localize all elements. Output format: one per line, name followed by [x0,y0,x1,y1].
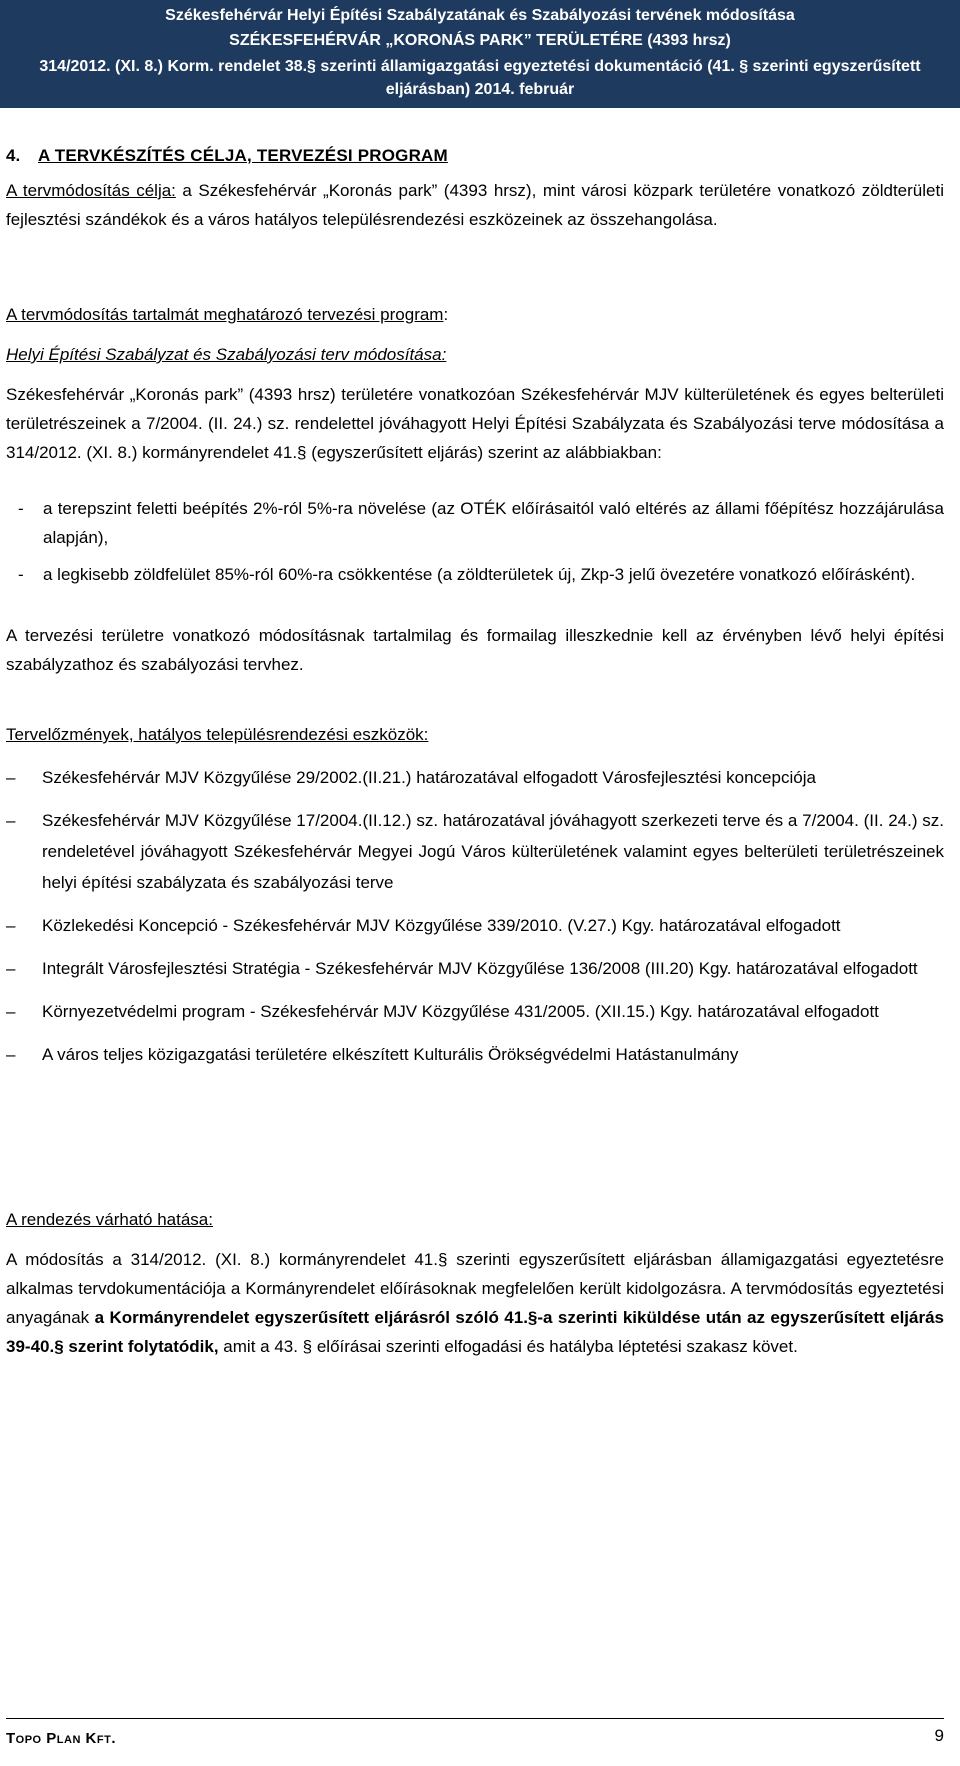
list-item-text: a terepszint feletti beépítés 2%-ról 5%-ra növelése (az OTÉK előírásaitól való eltérés az állami főépítész hozzájárulása alapján), [43,499,944,547]
list-item-text: Környezetvédelmi program - Székesfehérvár MJV Közgyűlése 431/2005. (XII.15.) Kgy. határozatával elfogadott [42,1002,879,1021]
section-number: 4. [6,146,21,165]
list-item [6,560,944,589]
list-item [6,953,944,984]
header-line-2: SZÉKESFEHÉRVÁR „KORONÁS PARK” TERÜLETÉRE (4393 hrsz) [229,32,731,49]
impact-title [6,1205,944,1234]
program-intro-text: Székesfehérvár „Koronás park” (4393 hrsz) területére vonatkozóan Székesfehérvár MJV külterületének és egyes belterületi területrészeinek a 7/2004. (II. 24.) sz. rendelettel jóváhagyott Helyi Építési Szabályzata és Szabályozási terve módosítása a 314/2012. (XI. 8.) kormányrendelet 41.§ (egyszerűsített eljárás) szerint az alábbiakban: [6,385,944,462]
program-intro [6,380,944,467]
program-subtitle-text: Helyi Építési Szabályzat és Szabályozási terv módosítása: [6,345,447,364]
list-dash: – [6,1045,16,1064]
impact-text-bold: a Kormányrendelet egyszerűsített eljárásról szóló 41.§-a szerinti kiküldése után az egyszerűsített eljárás 39-40.§ szerint folytatódik, [6,1308,944,1356]
list-item-text: A város teljes közigazgatási területére elkészített Kulturális Örökségvédelmi Hatástanulmány [42,1045,739,1064]
list-item-text: Integrált Városfejlesztési Stratégia - Székesfehérvár MJV Közgyűlése 136/2008 (III.20) Kgy. határozatával elfogadott [42,959,918,978]
page-number: 9 [934,1726,944,1745]
goal-label: A tervmódosítás célja: [6,181,176,200]
footer-rule [6,1718,944,1719]
list-dash: - [18,499,24,518]
footer-company: Topo Plan Kft. [6,1730,116,1747]
list-item-text: Székesfehérvár MJV Közgyűlése 29/2002.(II.21.) határozatával elfogadott Városfejlesztési koncepciója [42,768,816,787]
list-item-text: a legkisebb zöldfelület 85%-ról 60%-ra csökkentése (a zöldterületek új, Zkp-3 jelű övezetére vonatkozó előírásként). [43,565,916,584]
page-header [0,0,960,108]
impact-text-2: amit a 43. § előírásai szerinti elfogadási és hatályba léptetési szakasz követ. [218,1337,798,1356]
list-dash: – [6,916,16,935]
list-item-text: Székesfehérvár MJV Közgyűlése 17/2004.(II.12.) sz. határozatával jóváhagyott szerkezeti terve és a 7/2004. (II. 24.) sz. rendeletével jóváhagyott Székesfehérvár Megyei Jogú Város külterületének valamint egyes belterületi területrészeinek helyi építési szabályzata és szabályozási terve [42,811,944,892]
list-item [6,910,944,941]
antecedents-list [6,762,944,1082]
header-line-3: 314/2012. (XI. 8.) Korm. rendelet 38.§ szerinti államigazgatási egyeztetési dokumentáció (41. § szerinti egyszerűsített [39,58,921,75]
list-dash: – [6,768,16,787]
program-label [6,300,944,329]
impact-paragraph [6,1245,944,1361]
goal-paragraph [6,176,944,234]
list-item [6,805,944,898]
header-line-1: Székesfehérvár Helyi Építési Szabályzatának és Szabályozási tervének módosítása [165,7,795,24]
program-items [6,494,944,589]
impact-title-text: A rendezés várható hatása: [6,1210,213,1229]
program-closing [6,621,944,679]
list-dash: - [18,565,24,584]
impact-text-1: A módosítás a 314/2012. (XI. 8.) kormányrendelet 41.§ szerinti egyszerűsített eljárásban államigazgatási egyeztetésre alkalmas tervdokumentációja a Kormányrendelet előírásoknak megfelelően került kidolgozásra. A tervmódosítás egyeztetési anyagának [6,1250,944,1327]
section-title: A TERVKÉSZÍTÉS CÉLJA, TERVEZÉSI PROGRAM [38,146,448,165]
program-label-colon: : [443,305,449,324]
list-item-text: Közlekedési Koncepció - Székesfehérvár MJV Közgyűlése 339/2010. (V.27.) Kgy. határozatával elfogadott [42,916,841,935]
antecedents-title-text: Tervelőzmények, hatályos településrendezési eszközök: [6,725,429,744]
list-item [6,996,944,1027]
goal-text: a Székesfehérvár „Koronás park” (4393 hrsz), mint városi közpark területére vonatkozó zöldterületi fejlesztési szándékok és a város hatályos településrendezési eszközeinek az összehangolása. [6,181,944,229]
list-item [6,762,944,793]
header-line-4: eljárásban) 2014. február [385,81,575,98]
antecedents-title [6,720,944,749]
list-item [6,494,944,552]
list-dash: – [6,1002,16,1021]
list-dash: – [6,959,16,978]
section-heading [6,145,944,167]
list-item [6,1039,944,1070]
list-dash: – [6,811,16,830]
program-label-text: A tervmódosítás tartalmát meghatározó tervezési program [6,305,444,324]
program-subtitle [6,340,944,369]
program-closing-text: A tervezési területre vonatkozó módosításnak tartalmilag és formailag illeszkednie kell az érvényben lévő helyi építési szabályzathoz és szabályozási tervhez. [6,626,944,674]
